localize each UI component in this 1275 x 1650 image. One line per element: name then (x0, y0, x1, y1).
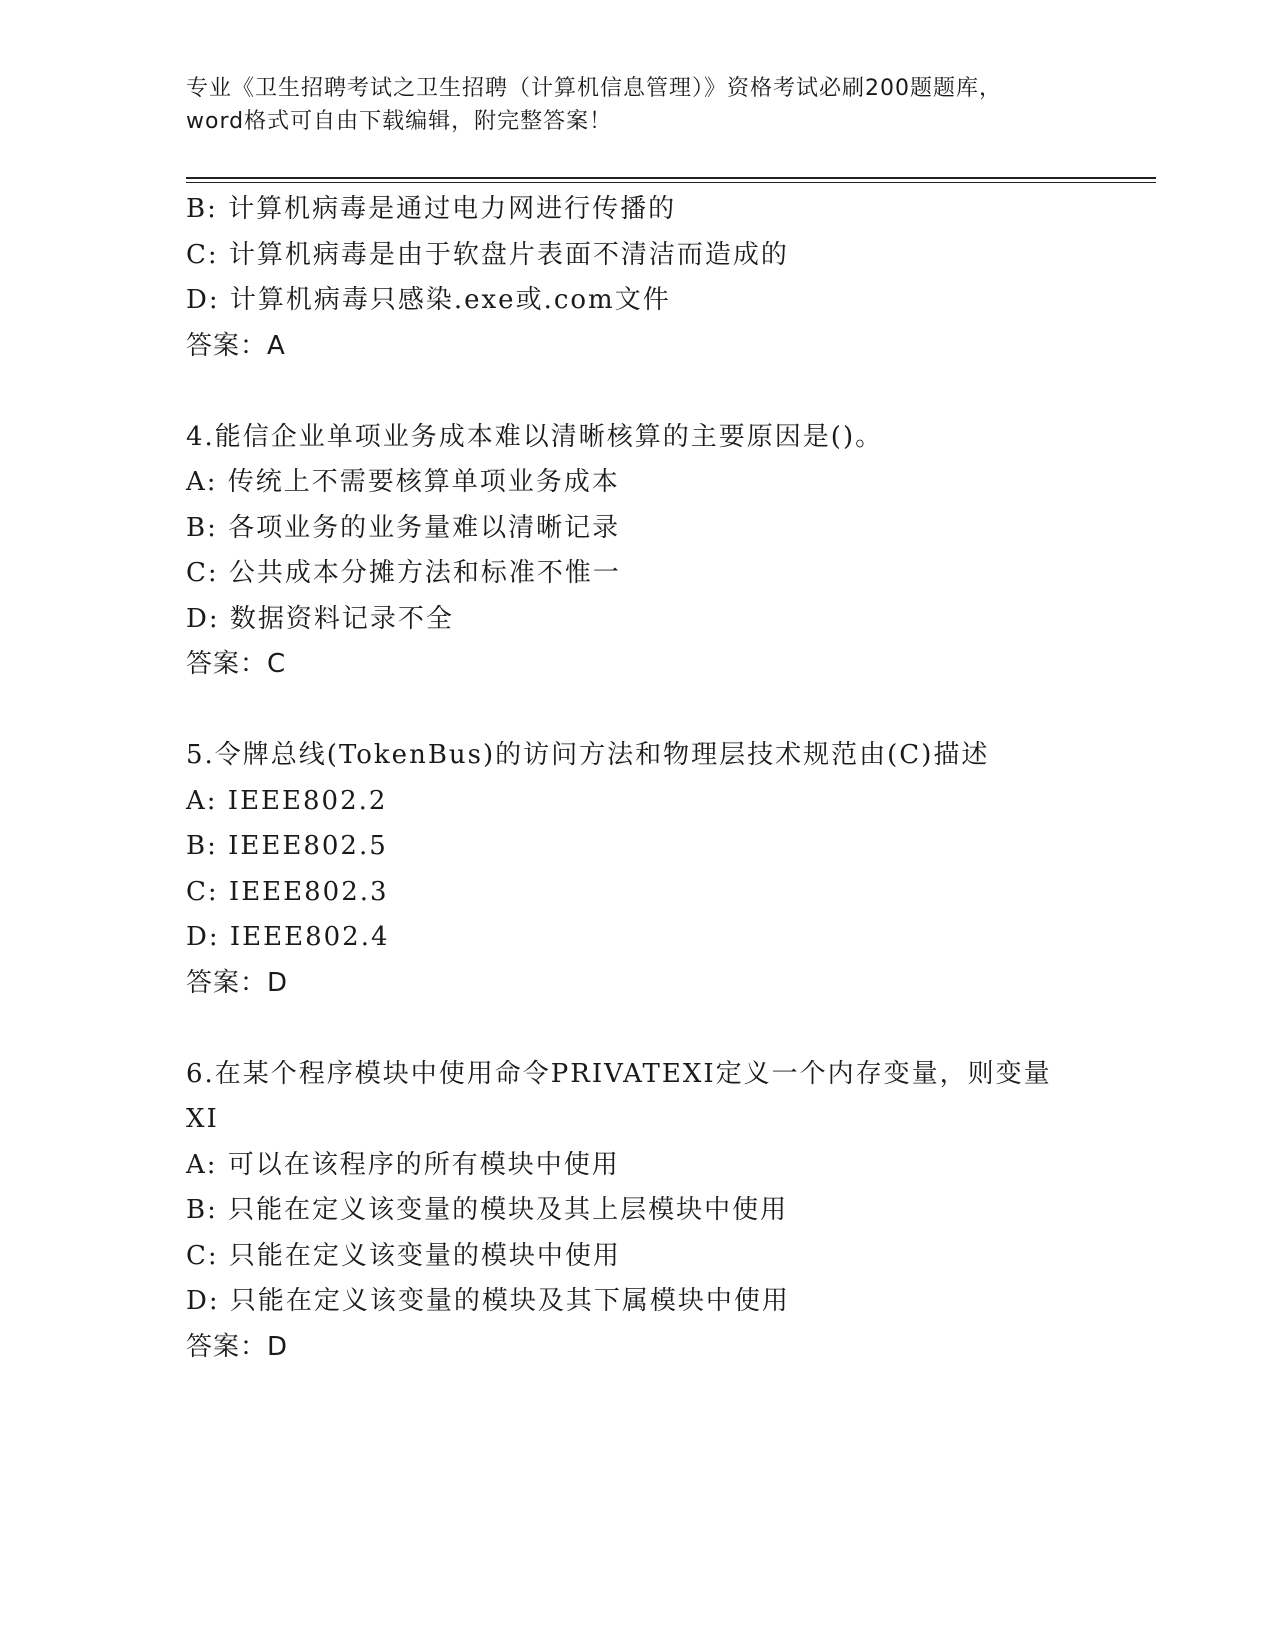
spacer (186, 369, 1086, 415)
option-d: D: 计算机病毒只感染.exe或.com文件 (186, 285, 671, 315)
answer-label: 答案：C (186, 649, 287, 679)
header-divider-thin (186, 182, 1156, 183)
option-b: B: 只能在定义该变量的模块及其上层模块中使用 (186, 1195, 789, 1225)
option-a: A: 传统上不需要核算单项业务成本 (186, 467, 620, 497)
option-d: D: IEEE802.4 (186, 922, 390, 952)
option-b: B: 各项业务的业务量难以清晰记录 (186, 512, 621, 543)
question-3-partial (186, 187, 1086, 369)
question-4 (186, 415, 1086, 688)
question-stem: 4.能信企业单项业务成本难以清晰核算的主要原因是()。 (186, 421, 884, 452)
option-c: C: 公共成本分摊方法和标准不惟一 (186, 558, 621, 588)
header-title-line-1: 专业《卫生招聘考试之卫生招聘（计算机信息管理）》资格考试必刷200题题库， (186, 76, 1002, 101)
header-divider-thick (186, 177, 1156, 179)
answer-label: 答案：A (186, 330, 286, 361)
question-6 (186, 1052, 1086, 1371)
question-5 (186, 733, 1086, 1006)
question-stem: 5.令牌总线(TokenBus)的访问方法和物理层技术规范由(C)描述 (186, 740, 990, 770)
option-d: D: 数据资料记录不全 (186, 603, 454, 634)
header-title-line-2: word格式可自由下载编辑，附完整答案！ (186, 109, 613, 134)
question-list (186, 187, 1086, 1370)
option-a: A: 可以在该程序的所有模块中使用 (186, 1149, 620, 1180)
answer-label: 答案：D (186, 1331, 289, 1362)
option-b: B: 计算机病毒是通过电力网进行传播的 (186, 194, 677, 224)
document-header (186, 72, 1086, 138)
option-c: C: 计算机病毒是由于软盘片表面不清洁而造成的 (186, 239, 789, 270)
option-c: C: 只能在定义该变量的模块中使用 (186, 1240, 621, 1271)
option-c: C: IEEE802.3 (186, 876, 389, 907)
option-d: D: 只能在定义该变量的模块及其下属模块中使用 (186, 1286, 790, 1316)
spacer (186, 688, 1086, 734)
question-stem-line-1: 6.在某个程序模块中使用命令PRIVATEXI定义一个内存变量，则变量 (186, 1058, 1052, 1089)
spacer (186, 1006, 1086, 1052)
option-b: B: IEEE802.5 (186, 831, 388, 861)
answer-label: 答案：D (186, 967, 289, 998)
question-stem-line-2: XI (186, 1104, 219, 1134)
option-a: A: IEEE802.2 (186, 785, 388, 816)
